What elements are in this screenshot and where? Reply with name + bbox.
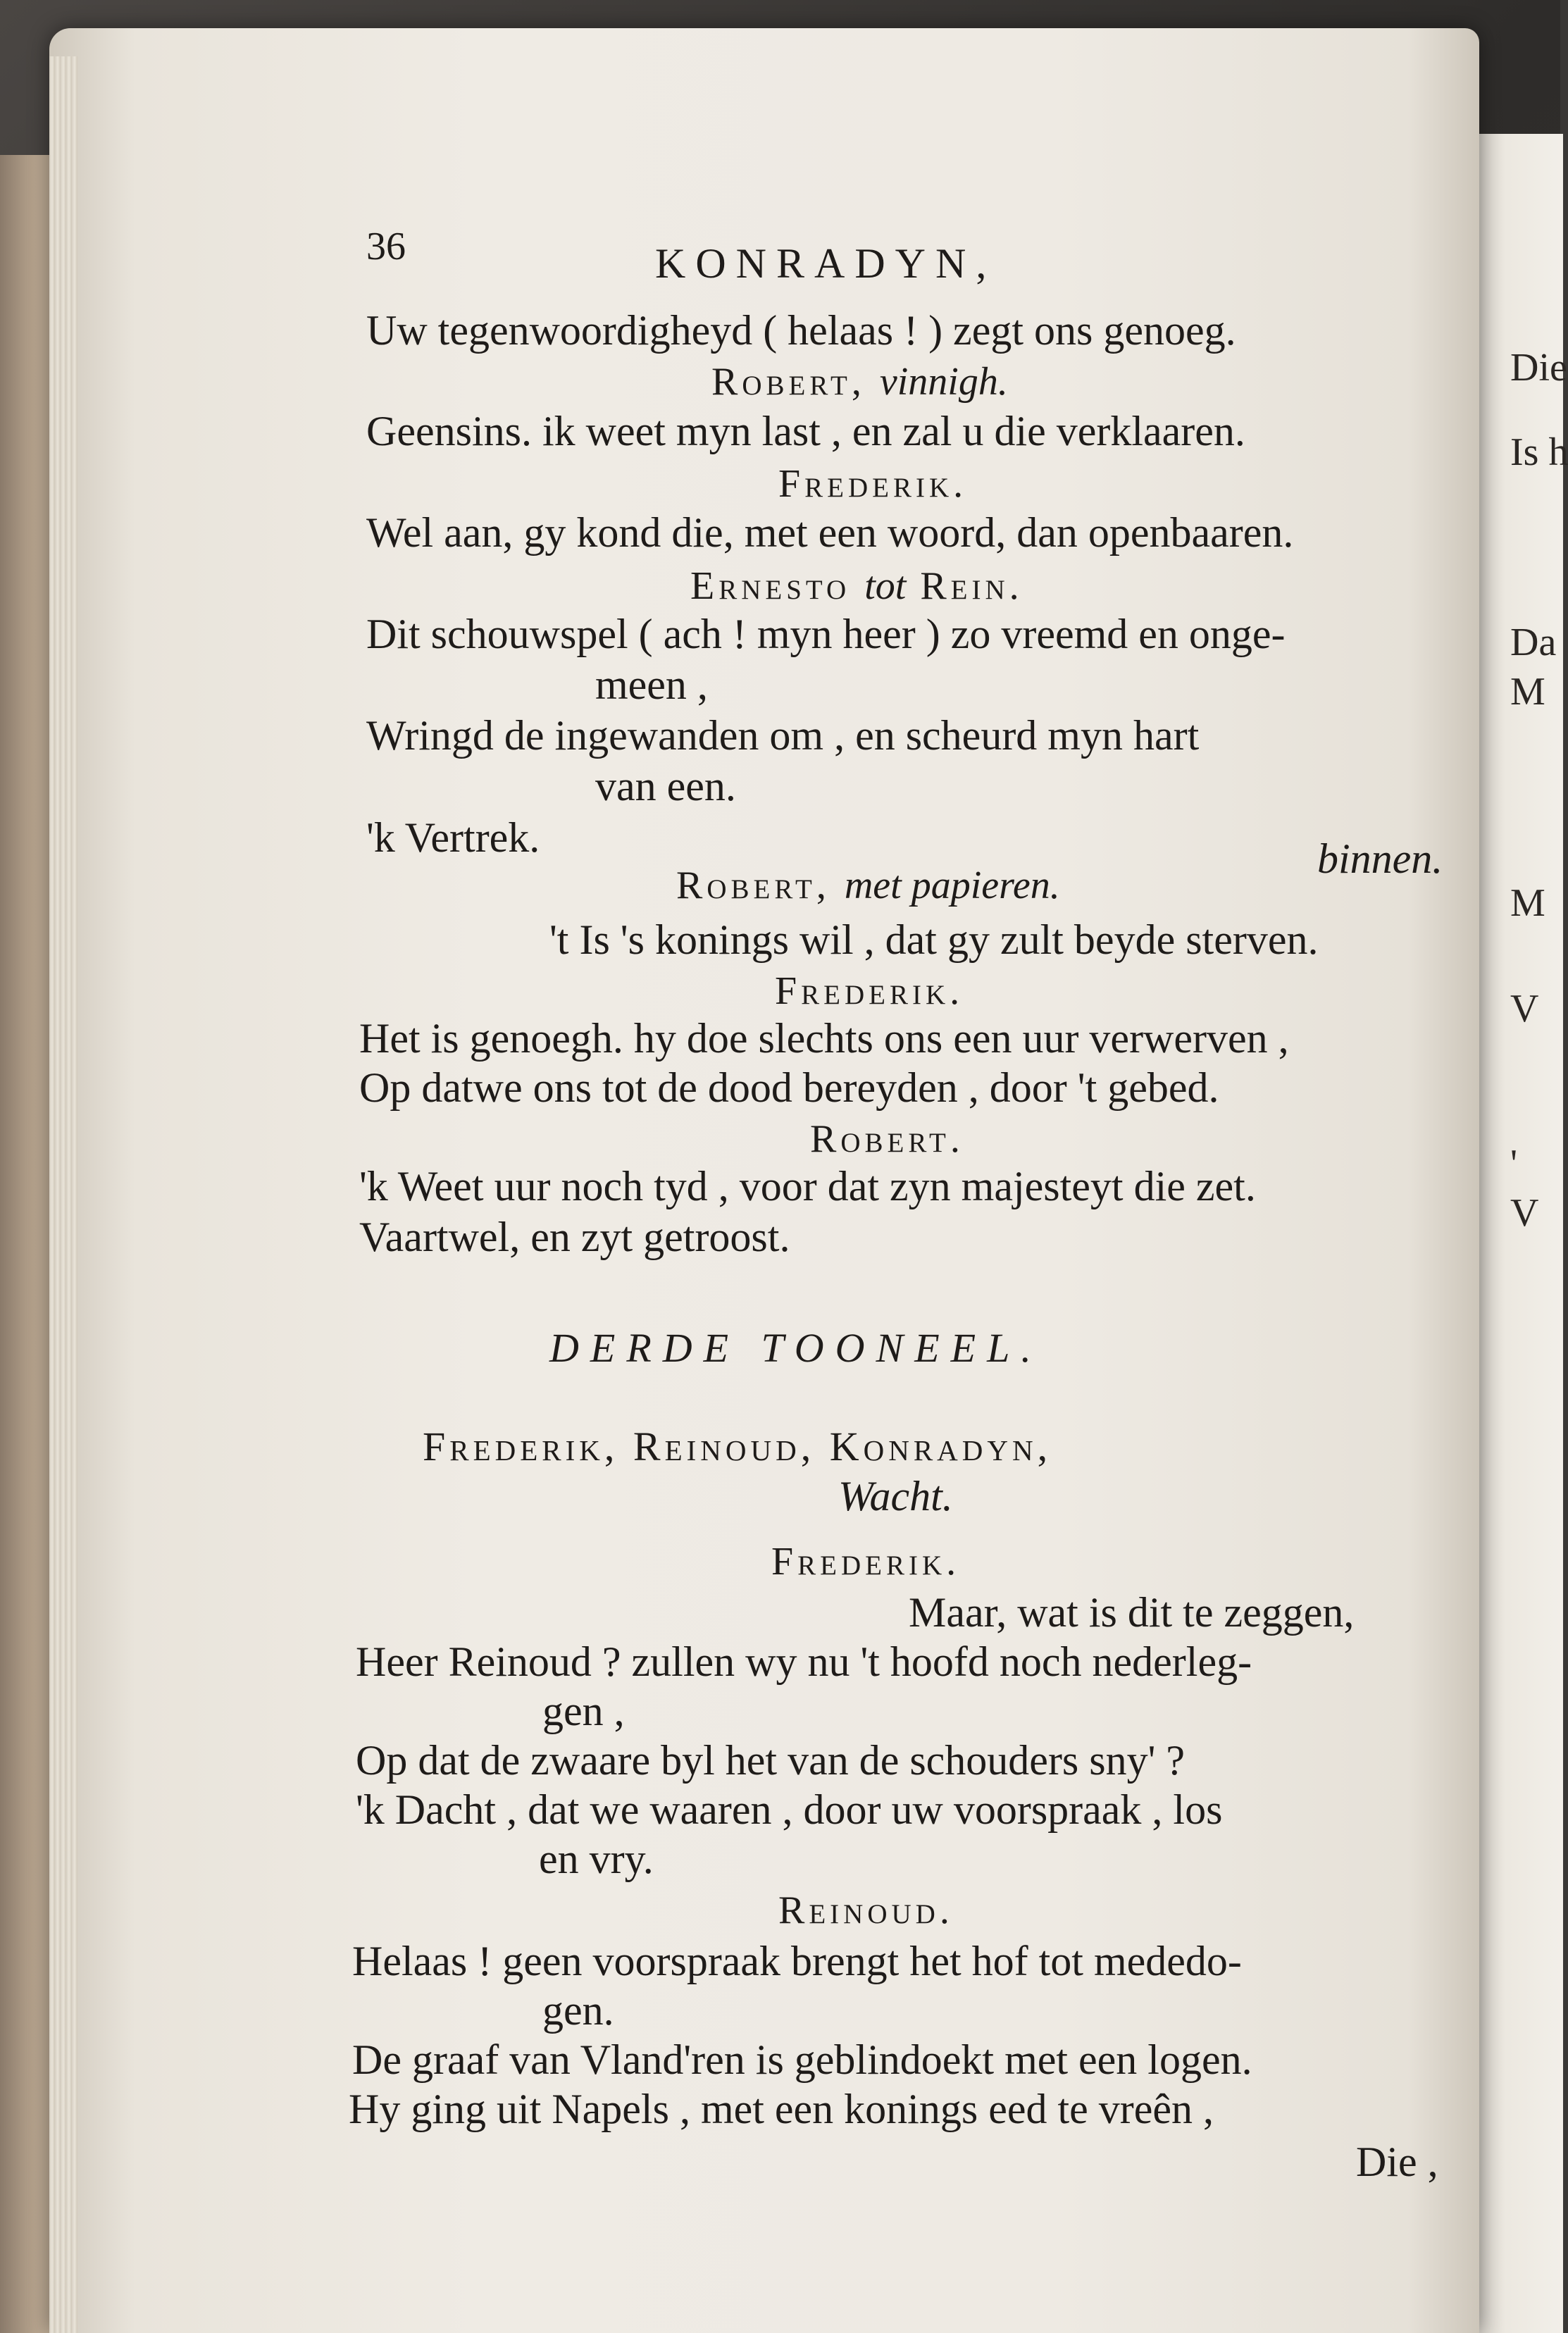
stage-direction: vinnigh. bbox=[879, 360, 1008, 404]
verse-line: van een. bbox=[595, 763, 736, 809]
facing-page-fragment: V bbox=[1510, 987, 1539, 1031]
verse-line: Heer Reinoud ? zullen wy nu 't hoofd noch nederleg- bbox=[356, 1638, 1252, 1685]
verse-line: en vry. bbox=[539, 1836, 654, 1882]
cast-list: Frederik, Reinoud, Konradyn, bbox=[423, 1424, 1052, 1469]
verse-line: gen , bbox=[542, 1688, 625, 1734]
page-number: 36 bbox=[366, 225, 406, 268]
speaker-name: Robert. bbox=[810, 1117, 964, 1161]
verse-line: 'k Weet uur noch tyd , voor dat zyn majesteyt die zet. bbox=[359, 1163, 1256, 1209]
stage-direction: met papieren. bbox=[844, 864, 1060, 907]
verse-line: Helaas ! geen voorspraak brengt het hof tot mededo- bbox=[352, 1938, 1242, 1984]
verse-line: 'k Dacht , dat we waaren , door uw voorspraak , los bbox=[356, 1786, 1223, 1833]
verse-line: meen , bbox=[595, 661, 708, 708]
verse-line: Het is genoegh. hy doe slechts ons een uur verwerven , bbox=[359, 1015, 1289, 1062]
stage-direction: tot bbox=[864, 564, 907, 608]
verse-line: Vaartwel, en zyt getroost. bbox=[359, 1214, 790, 1260]
speaker-name: Reinoud. bbox=[778, 1889, 954, 1932]
verse-line: Wel aan, gy kond die, met een woord, dan openbaaren. bbox=[366, 509, 1294, 556]
stage-direction: binnen. bbox=[1317, 835, 1443, 882]
speaker-name: Robert, bbox=[676, 864, 830, 907]
speaker-name: Robert, bbox=[711, 360, 866, 404]
facing-page-fragment: M bbox=[1510, 881, 1545, 925]
verse-line: Maar, wat is dit te zeggen, bbox=[909, 1589, 1355, 1636]
facing-page-fragment: ' bbox=[1510, 1142, 1518, 1186]
page-edges bbox=[49, 56, 77, 2333]
facing-page-fragment: Da bbox=[1510, 621, 1557, 664]
facing-page-fragment: Die bbox=[1510, 346, 1567, 390]
facing-page-fragment: Is h bbox=[1510, 430, 1568, 474]
verse-line: Uw tegenwoordigheyd ( helaas ! ) zegt ons genoeg. bbox=[366, 307, 1236, 354]
verse-line: 't Is 's konings wil , dat gy zult beyde sterven. bbox=[549, 916, 1319, 963]
verse-line: Dit schouwspel ( ach ! myn heer ) zo vreemd en onge- bbox=[366, 611, 1286, 657]
facing-page-fragment: M bbox=[1510, 670, 1545, 714]
addressee-name: Rein. bbox=[920, 564, 1023, 608]
cast-list-extra: Wacht. bbox=[838, 1473, 953, 1519]
speaker-name: Frederik. bbox=[771, 1540, 961, 1584]
speaker-heading bbox=[676, 863, 1060, 908]
facing-page-fragment: V bbox=[1510, 1191, 1539, 1235]
verse-line: Hy ging uit Napels , met een konings eed te vreên , bbox=[349, 2086, 1214, 2132]
running-title: KONRADYN, bbox=[655, 240, 997, 287]
verse-line: Wringd de ingewanden om , en scheurd myn hart bbox=[366, 712, 1200, 759]
speaker-name: Frederik. bbox=[775, 969, 964, 1013]
verse-line: Op dat de zwaare byl het van de schouders sny' ? bbox=[356, 1737, 1186, 1784]
verse-line: 'k Vertrek. bbox=[366, 814, 540, 861]
verse-line: Op datwe ons tot de dood bereyden , door 't gebed. bbox=[359, 1064, 1219, 1111]
speaker-heading bbox=[711, 359, 1008, 404]
verse-line: gen. bbox=[542, 1987, 614, 2034]
speaker-name: Ernesto bbox=[690, 564, 851, 608]
facing-page bbox=[1465, 134, 1568, 2333]
verse-line: Geensins. ik weet myn last , en zal u die verklaaren. bbox=[366, 408, 1245, 454]
speaker-heading bbox=[690, 564, 1023, 609]
scene-title: DERDE TOONEEL. bbox=[549, 1325, 1043, 1371]
speaker-name: Frederik. bbox=[778, 462, 968, 506]
catchword: Die , bbox=[1356, 2139, 1438, 2185]
verse-line: De graaf van Vland'ren is geblindoekt met een logen. bbox=[352, 2036, 1252, 2083]
